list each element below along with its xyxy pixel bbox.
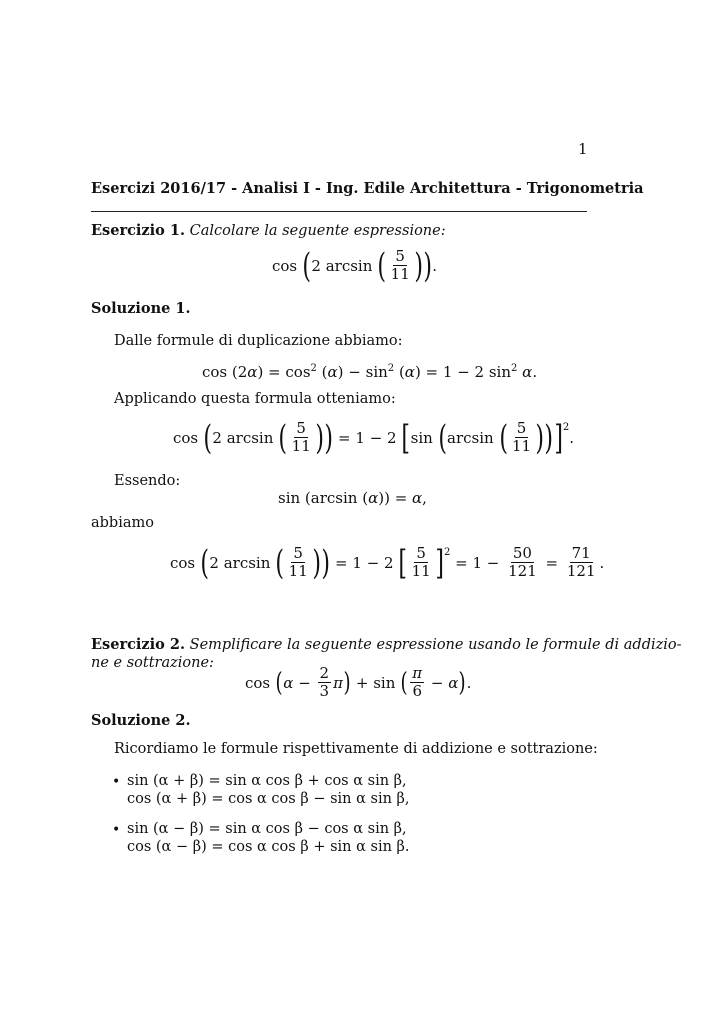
exercise-2-statement [91, 636, 682, 653]
solution-1-p4: abbiamo [91, 515, 154, 531]
equation-2: $\cos (2\alpha) = \cos^2 (\alpha) - \sin^2 (\alpha) = 1 - 2$ $\sin^2 \alpha$. [202, 363, 538, 381]
equation-4: sin (arcsin (α)) = α, [278, 489, 427, 507]
equation-1: cos ( 2 arcsin ( $\frac{5}{11}$ ) ) . [272, 245, 438, 286]
solution-2-label: Soluzione 2. [91, 712, 191, 729]
exercise-2-text-line1: Semplificare la seguente espressione usando le formule di addizio- [189, 637, 682, 653]
solution-1-label: Soluzione 1. [91, 300, 191, 317]
bullet-2-marker: • [112, 822, 121, 838]
exercise-2-text-line2: ne e sottrazione: [91, 655, 214, 671]
exercise-1-statement [91, 222, 446, 239]
solution-2-p1: Ricordiamo le formule rispettivamente di addizione e sottrazione: [114, 741, 598, 757]
bullet-2-line2: cos (α − β) = cos α cos β + sin α sin β. [127, 839, 410, 855]
equation-3: cos ( 2 arcsin ( $\frac{5}{11}$ ) ) = 1 − 2 [ sin ( arcsin ( $\frac{5}{11}$ ) ) ] 2 . [173, 417, 575, 458]
exercise-1-label: Esercizio 1. [91, 222, 186, 239]
exercise-1-text: Calcolare la seguente espressione: [189, 223, 446, 239]
page-number: 1 [578, 140, 588, 158]
equation-6: cos ( α − $\frac{2}{3}$ π ) + sin ( $\frac{\pi}{6}$ − α ) . [245, 664, 472, 700]
solution-1-p3: Essendo: [114, 473, 181, 489]
header-rule [91, 211, 587, 212]
equation-5: cos ( 2 arcsin ( $\frac{5}{11}$ ) ) = 1 − 2 [ $\frac{5}{11}$ ] 2 = 1 − $\frac{50}{121}$ = $\frac{71}{121}$ . [170, 542, 605, 583]
exercise-2-label: Esercizio 2. [91, 636, 186, 653]
bullet-1-line2: cos (α + β) = cos α cos β − sin α sin β, [127, 791, 410, 807]
bullet-1-line1: sin (α + β) = sin α cos β + cos α sin β, [127, 773, 407, 789]
bullet-2-line1: sin (α − β) = sin α cos β − cos α sin β, [127, 821, 407, 837]
bullet-1-marker: • [112, 774, 121, 790]
document-header: Esercizi 2016/17 - Analisi I - Ing. Edile Architettura - Trigonometria [91, 180, 644, 197]
solution-1-p2: Applicando questa formula otteniamo: [114, 391, 396, 407]
solution-1-p1: Dalle formule di duplicazione abbiamo: [114, 333, 403, 349]
